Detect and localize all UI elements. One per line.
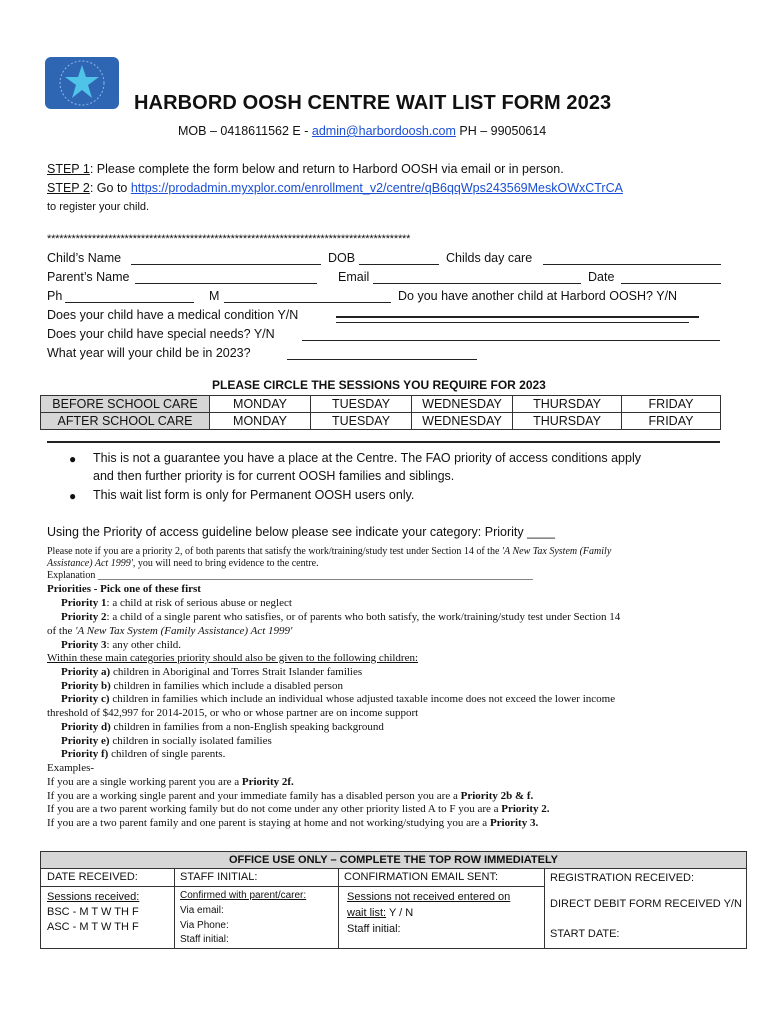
childs-day-care-label: Childs day care <box>446 251 533 265</box>
priority-e-text: children in socially isolated families <box>109 735 272 747</box>
not-received-label-1: Sessions not received entered on <box>347 891 511 903</box>
priority-b-label: Priority b) <box>61 680 111 692</box>
example-4-priority: Priority 3. <box>489 817 539 829</box>
start-date-label: START DATE: <box>550 928 620 940</box>
bsc-monday[interactable]: MONDAY <box>210 396 311 413</box>
bullet-2: This wait list form is only for Permanent OOSH users only. <box>93 488 415 502</box>
contact-mob: MOB – 0418611562 E - <box>178 124 312 138</box>
date-received-label: DATE RECEIVED: <box>47 871 138 883</box>
priority-2-text: : a child of a single parent who satisfies, or of parents who both satisfy, the work/training/study test under Section 14 <box>106 611 621 623</box>
note-2-act: Assistance) Act 1999' <box>47 558 133 569</box>
priority-1-text: : a child at risk of serious abuse or neglect <box>106 597 292 609</box>
explanation-field[interactable]: Explanation _______________________________________________________________________________________ <box>47 570 533 581</box>
priority-d-text: children in families from a non-English speaking background <box>110 721 384 733</box>
starfish-logo-icon <box>45 57 119 109</box>
contact-line <box>178 124 546 138</box>
medical-label: Does your child have a medical condition Y/N <box>47 308 299 322</box>
office-col-divider <box>338 869 339 948</box>
priority-b <box>61 680 343 694</box>
another-child-label: Do you have another child at Harbord OOSH? Y/N <box>398 289 678 303</box>
priority-a <box>61 666 362 680</box>
registration-received-label: REGISTRATION RECEIVED: <box>550 872 695 884</box>
example-1-priority: Priority 2f. <box>241 776 294 788</box>
m-field[interactable] <box>224 302 391 303</box>
medical-field[interactable] <box>336 316 699 318</box>
priority-3-text: : any other child. <box>106 639 182 651</box>
priority-c-label: Priority c) <box>61 693 110 705</box>
example-1-text: If you are a single working parent you are a <box>47 776 242 788</box>
example-4 <box>47 817 538 831</box>
bsc-friday[interactable]: FRIDAY <box>622 396 721 413</box>
sessions-received-label: Sessions received: <box>47 891 140 903</box>
office-use-table <box>40 851 747 949</box>
not-received-label-2: wait list: <box>347 907 387 919</box>
bsc-tuesday[interactable]: TUESDAY <box>311 396 412 413</box>
email-label: Email <box>338 270 370 284</box>
note-1-act: 'A New Tax System (Family <box>501 546 612 557</box>
note-2-text: , you will need to bring evidence to the centre. <box>132 558 319 569</box>
priority-a-label: Priority a) <box>61 666 111 678</box>
office-col-divider <box>174 869 175 948</box>
priority-a-text: children in Aboriginal and Torres Strait Islander families <box>110 666 363 678</box>
sessions-heading: PLEASE CIRCLE THE SESSIONS YOU REQUIRE FOR 2023 <box>212 378 546 392</box>
step-1-text: : Please complete the form below and return to Harbord OOSH via email or in person. <box>89 162 564 176</box>
step-2-text: : Go to <box>89 181 131 195</box>
priority-c-cont: threshold of $42,997 for 2014-2015, or who or whose partner are on income support <box>47 707 419 719</box>
date-field[interactable] <box>621 283 721 284</box>
example-3 <box>47 803 550 817</box>
example-1 <box>47 776 294 790</box>
staff-initial-3-label: Staff initial: <box>347 923 401 935</box>
not-received-line-2 <box>347 907 413 919</box>
email-link[interactable]: admin@harbordoosh.com <box>311 124 456 138</box>
priority-1-label: Priority 1 <box>61 597 107 609</box>
bsc-wednesday[interactable]: WEDNESDAY <box>412 396 513 413</box>
priority-f <box>61 748 225 762</box>
asc-tuesday[interactable]: TUESDAY <box>311 413 412 430</box>
priority-2 <box>61 611 620 625</box>
priority-e <box>61 735 272 749</box>
priority-d-label: Priority d) <box>61 721 111 733</box>
ph-label: Ph <box>47 289 63 303</box>
priority-d <box>61 721 384 735</box>
priority-3 <box>61 639 181 653</box>
before-school-care-label: BEFORE SCHOOL CARE <box>41 396 210 413</box>
step-2-label: STEP 2 <box>47 181 90 195</box>
bullet-dot-icon: ● <box>69 489 77 503</box>
special-needs-field[interactable] <box>302 340 720 341</box>
date-label: Date <box>588 270 615 284</box>
example-3-priority: Priority 2. <box>501 803 550 815</box>
office-row-divider <box>41 886 544 887</box>
via-email-label: Via email: <box>180 905 224 916</box>
bullet-1-line-2: and then further priority is for current OOSH families and siblings. <box>93 469 455 483</box>
priority-2-cont <box>47 625 292 639</box>
table-row <box>41 396 721 413</box>
example-4-text: If you are a two parent family and one parent is staying at home and not working/studying you are a <box>47 817 490 829</box>
priority-e-label: Priority e) <box>61 735 110 747</box>
page-title: HARBORD OOSH CENTRE WAIT LIST FORM 2023 <box>134 92 612 114</box>
direct-debit-label: DIRECT DEBIT FORM RECEIVED Y/N <box>550 898 742 910</box>
priority-b-text: children in families which include a disabled person <box>110 680 343 692</box>
office-use-heading: OFFICE USE ONLY – COMPLETE THE TOP ROW IMMEDIATELY <box>41 852 746 869</box>
priority-2-act: 'A New Tax System (Family Assistance) Act 1999' <box>75 625 293 637</box>
priority-3-label: Priority 3 <box>61 639 107 651</box>
priority-2-label: Priority 2 <box>61 611 107 623</box>
separator-stars: ***************************************************************************************** <box>47 233 411 245</box>
what-year-field[interactable] <box>287 359 477 360</box>
bullet-1-line-1: This is not a guarantee you have a place at the Centre. The FAO priority of access conditions apply <box>93 451 641 465</box>
dob-field[interactable] <box>359 264 439 265</box>
bsc-days[interactable]: BSC - M T W TH F <box>47 906 139 918</box>
parents-name-label: Parent’s Name <box>47 270 130 284</box>
priority-c-text: children in families which include an individual whose adjusted taxable income does not exceed the lower income <box>109 693 616 705</box>
medical-field-2[interactable] <box>336 322 689 323</box>
enrollment-link[interactable]: https://prodadmin.myxplor.com/enrollment_v2/centre/qB6qqWps243569MeskOWxCTrCA <box>130 181 623 195</box>
asc-friday[interactable]: FRIDAY <box>622 413 721 430</box>
bullet-dot-icon: ● <box>69 452 77 466</box>
bsc-thursday[interactable]: THURSDAY <box>513 396 622 413</box>
note-1-text: Please note if you are a priority 2, of both parents that satisfy the work/training/study test under Section 14 of the <box>47 546 502 557</box>
example-2-text: If you are a working single parent and your immediate family has a disabled person you are a <box>47 790 461 802</box>
priorities-heading: Priorities - Pick one of these first <box>47 583 201 595</box>
step-2-after: to register your child. <box>47 201 150 213</box>
priority-c <box>61 693 615 707</box>
table-row <box>41 413 721 430</box>
parents-name-field[interactable] <box>135 283 317 284</box>
childs-day-care-field[interactable] <box>543 264 721 265</box>
priority-f-label: Priority f) <box>61 748 109 760</box>
priority-2-cont-text: of the <box>47 625 76 637</box>
email-field[interactable] <box>373 283 581 284</box>
divider <box>47 441 720 443</box>
after-school-care-label: AFTER SCHOOL CARE <box>41 413 210 430</box>
priority-f-text: children of single parents. <box>108 748 226 760</box>
office-col-divider <box>544 869 545 948</box>
childs-name-field[interactable] <box>131 264 321 265</box>
ph-field[interactable] <box>65 302 194 303</box>
step-1-label: STEP 1 <box>47 162 90 176</box>
staff-initial-2-label: Staff initial: <box>180 934 229 945</box>
examples-heading: Examples- <box>47 762 95 774</box>
wait-list-yn[interactable]: Y / N <box>386 907 414 919</box>
asc-wednesday[interactable]: WEDNESDAY <box>412 413 513 430</box>
sessions-table <box>40 395 721 430</box>
confirmed-label: Confirmed with parent/carer: <box>180 890 307 901</box>
staff-initial-label: STAFF INITIAL: <box>180 871 258 883</box>
example-3-text: If you are a two parent working family but do not come under any other priority listed A to F you are a <box>47 803 502 815</box>
step-1 <box>47 162 564 176</box>
example-2 <box>47 790 533 804</box>
special-needs-label: Does your child have special needs? Y/N <box>47 327 275 341</box>
dob-label: DOB <box>328 251 356 265</box>
childs-name-label: Child’s Name <box>47 251 122 265</box>
example-2-priority: Priority 2b & f. <box>460 790 534 802</box>
priority-1 <box>61 597 292 611</box>
via-phone-label: Via Phone: <box>180 920 229 931</box>
priority-using: Using the Priority of access guideline below please see indicate your category: Priority ____ <box>47 525 555 539</box>
asc-thursday[interactable]: THURSDAY <box>513 413 622 430</box>
contact-phone: PH – 99050614 <box>455 124 547 138</box>
within-categories: Within these main categories priority should also be given to the following children: <box>47 652 419 664</box>
asc-monday[interactable]: MONDAY <box>210 413 311 430</box>
what-year-label: What year will your child be in 2023? <box>47 346 251 360</box>
confirmation-email-label: CONFIRMATION EMAIL SENT: <box>344 871 499 883</box>
m-label: M <box>209 289 220 303</box>
step-2 <box>47 181 623 195</box>
asc-days[interactable]: ASC - M T W TH F <box>47 921 139 933</box>
